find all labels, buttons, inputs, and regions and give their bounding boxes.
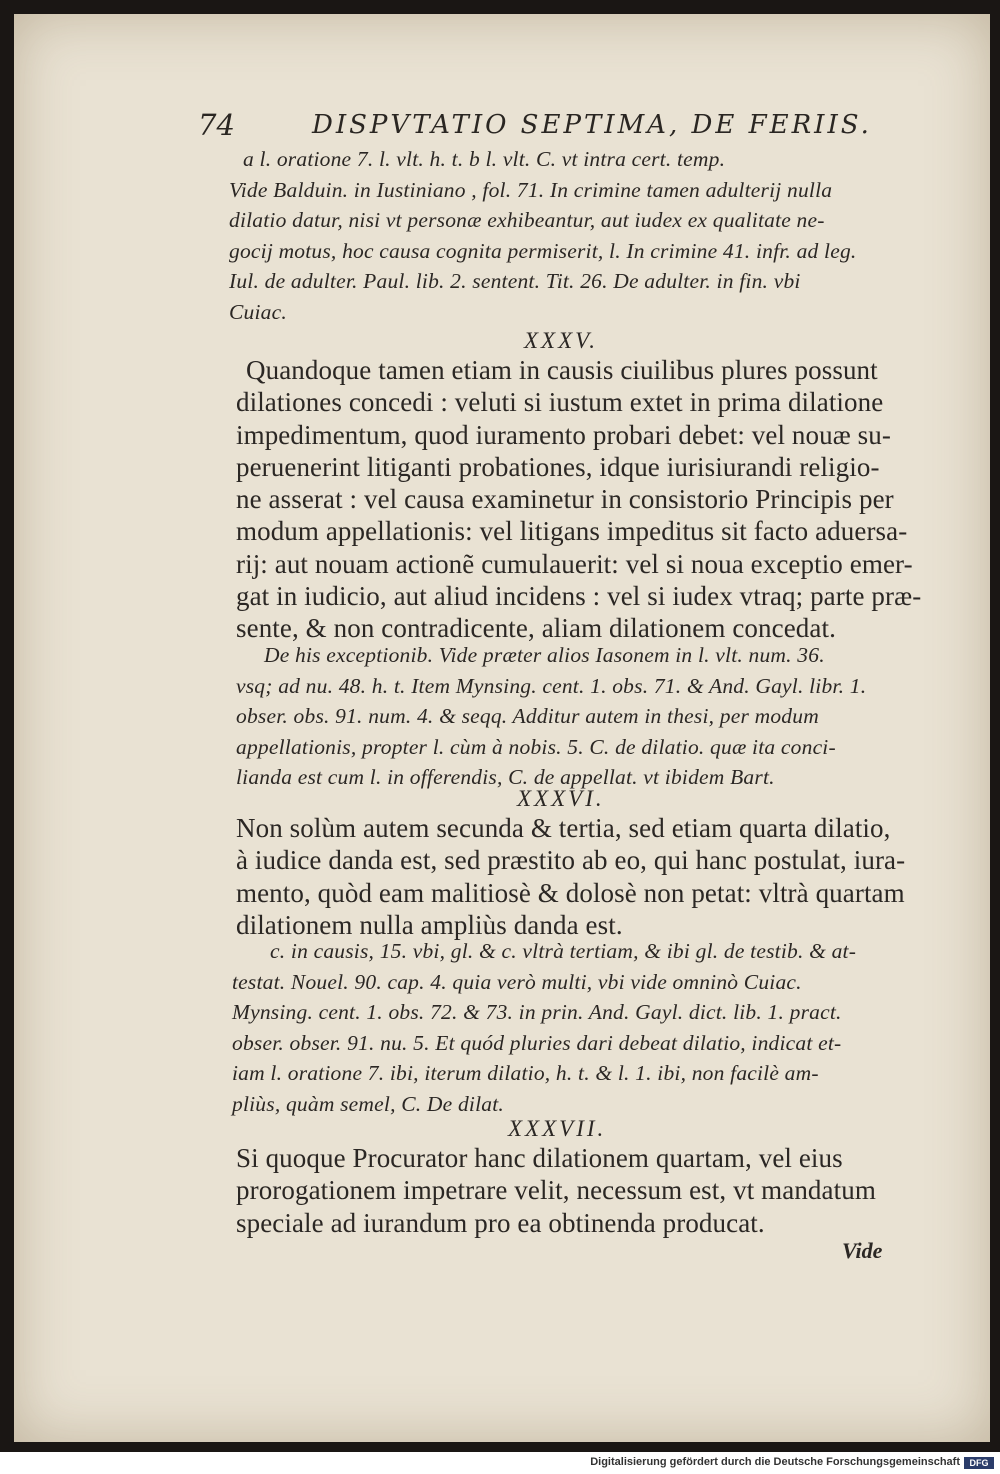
note-line: appellationis, propter l. cùm à nobis. 5. C. de dilatio. quæ ita conci-: [236, 734, 836, 759]
text-line: ne asserat : vel causa examinetur in consistorio Principis per: [236, 484, 894, 515]
page-number: 74: [198, 108, 235, 142]
footer-bar: [0, 1452, 1000, 1474]
note-line: c. in causis, 15. vbi, gl. & c. vltrà tertiam, & ibi gl. de testib. & at-: [270, 939, 857, 963]
text-line: peruenerint litiganti probationes, idque iurisiurandi religio-: [236, 451, 880, 482]
text-line: sente, & non contradicente, aliam dilationem concedat.: [236, 613, 836, 644]
running-title: DISPVTATIO SEPTIMA, DE FERIIS.: [312, 110, 872, 140]
note-line: obser. obs. 91. num. 4. & seqq. Additur autem in thesi, per modum: [236, 704, 819, 728]
section-numeral: XXXVII.: [508, 1116, 607, 1141]
section-notes: [232, 936, 856, 1119]
text-line: dilationem nulla ampliùs danda est.: [236, 909, 623, 940]
text-line: Quandoque tamen etiam in causis ciuilibus plures possunt: [246, 355, 878, 385]
text-line: dilationes concedi : veluti si iustum extet in prima dilatione: [236, 387, 884, 418]
section-text: [236, 812, 905, 941]
text-line: Si quoque Procurator hanc dilationem quartam, vel eius: [236, 1143, 843, 1173]
note-line: Cuiac.: [229, 299, 287, 324]
note-line: testat. Nouel. 90. cap. 4. quia verò multi, vbi vide omninò Cuiac.: [232, 969, 802, 994]
text-line: speciale ad iurandum pro ea obtinenda producat.: [236, 1207, 765, 1238]
footnotes-top: [229, 144, 857, 327]
note-line: a l. oratione 7. l. vlt. h. t. b l. vlt. C. vt intra cert. temp.: [243, 147, 726, 171]
note-line: dilatio datur, nisi vt personæ exhibeantur, aut iudex ex qualitate ne-: [229, 208, 825, 232]
note-line: vsq; ad nu. 48. h. t. Item Mynsing. cent. 1. obs. 71. & And. Gayl. libr. 1.: [236, 673, 867, 698]
note-line: Mynsing. cent. 1. obs. 72. & 73. in prin. And. Gayl. dict. lib. 1. pract.: [232, 1000, 842, 1024]
section-text: [236, 354, 921, 645]
dfg-logo-icon: DFG: [964, 1457, 994, 1469]
text-line: rij: aut nouam actionẽ cumulauerit: vel si noua exceptio emer-: [236, 548, 913, 579]
section-text: [236, 1142, 876, 1239]
note-line: Vide Balduin. in Iustiniano , fol. 71. In crimine tamen adulterij nulla: [229, 177, 833, 202]
text-line: impedimentum, quod iuramento probari debet: vel nouæ su-: [236, 419, 891, 450]
section-numeral: XXXVI.: [517, 786, 605, 811]
section-numeral: XXXV.: [524, 328, 598, 353]
note-line: gocij motus, hoc causa cognita permiserit, l. In crimine 41. infr. ad leg.: [229, 238, 857, 263]
catchword: Vide: [842, 1238, 883, 1263]
text-line: gat in iudicio, aut aliud incidens : vel si iudex vtraq; parte præ-: [236, 581, 922, 612]
note-line: Iul. de adulter. Paul. lib. 2. sentent. Tit. 26. De adulter. in fin. vbi: [229, 269, 801, 293]
book-page: [14, 14, 990, 1442]
note-line: obser. obser. 91. nu. 5. Et quód pluries dari debeat dilatio, indicat et-: [232, 1030, 842, 1055]
page-header: [14, 108, 990, 148]
funding-notice: Digitalisierung gefördert durch die Deutsche Forschungsgemeinschaft: [590, 1456, 960, 1468]
note-line: De his exceptionib. Vide præter alios Iasonem in l. vlt. num. 36.: [264, 643, 825, 667]
text-line: prorogationem impetrare velit, necessum est, vt mandatum: [236, 1175, 876, 1206]
text-line: Non solùm autem secunda & tertia, sed etiam quarta dilatio,: [236, 813, 891, 843]
note-line: lianda est cum l. in offerendis, C. de appellat. vt ibidem Bart.: [236, 765, 775, 789]
text-line: modum appellationis: vel litigans impeditus sit facto aduersa-: [236, 516, 908, 547]
text-line: mento, quòd eam malitiosè & dolosè non petat: vltrà quartam: [236, 877, 905, 908]
section-notes: [236, 640, 866, 793]
text-line: à iudice danda est, sed præstito ab eo, qui hanc postulat, iura-: [236, 845, 906, 876]
note-line: iam l. oratione 7. ibi, iterum dilatio, h. t. & l. 1. ibi, non facilè am-: [232, 1061, 819, 1085]
note-line: pliùs, quàm semel, C. De dilat.: [232, 1091, 504, 1116]
